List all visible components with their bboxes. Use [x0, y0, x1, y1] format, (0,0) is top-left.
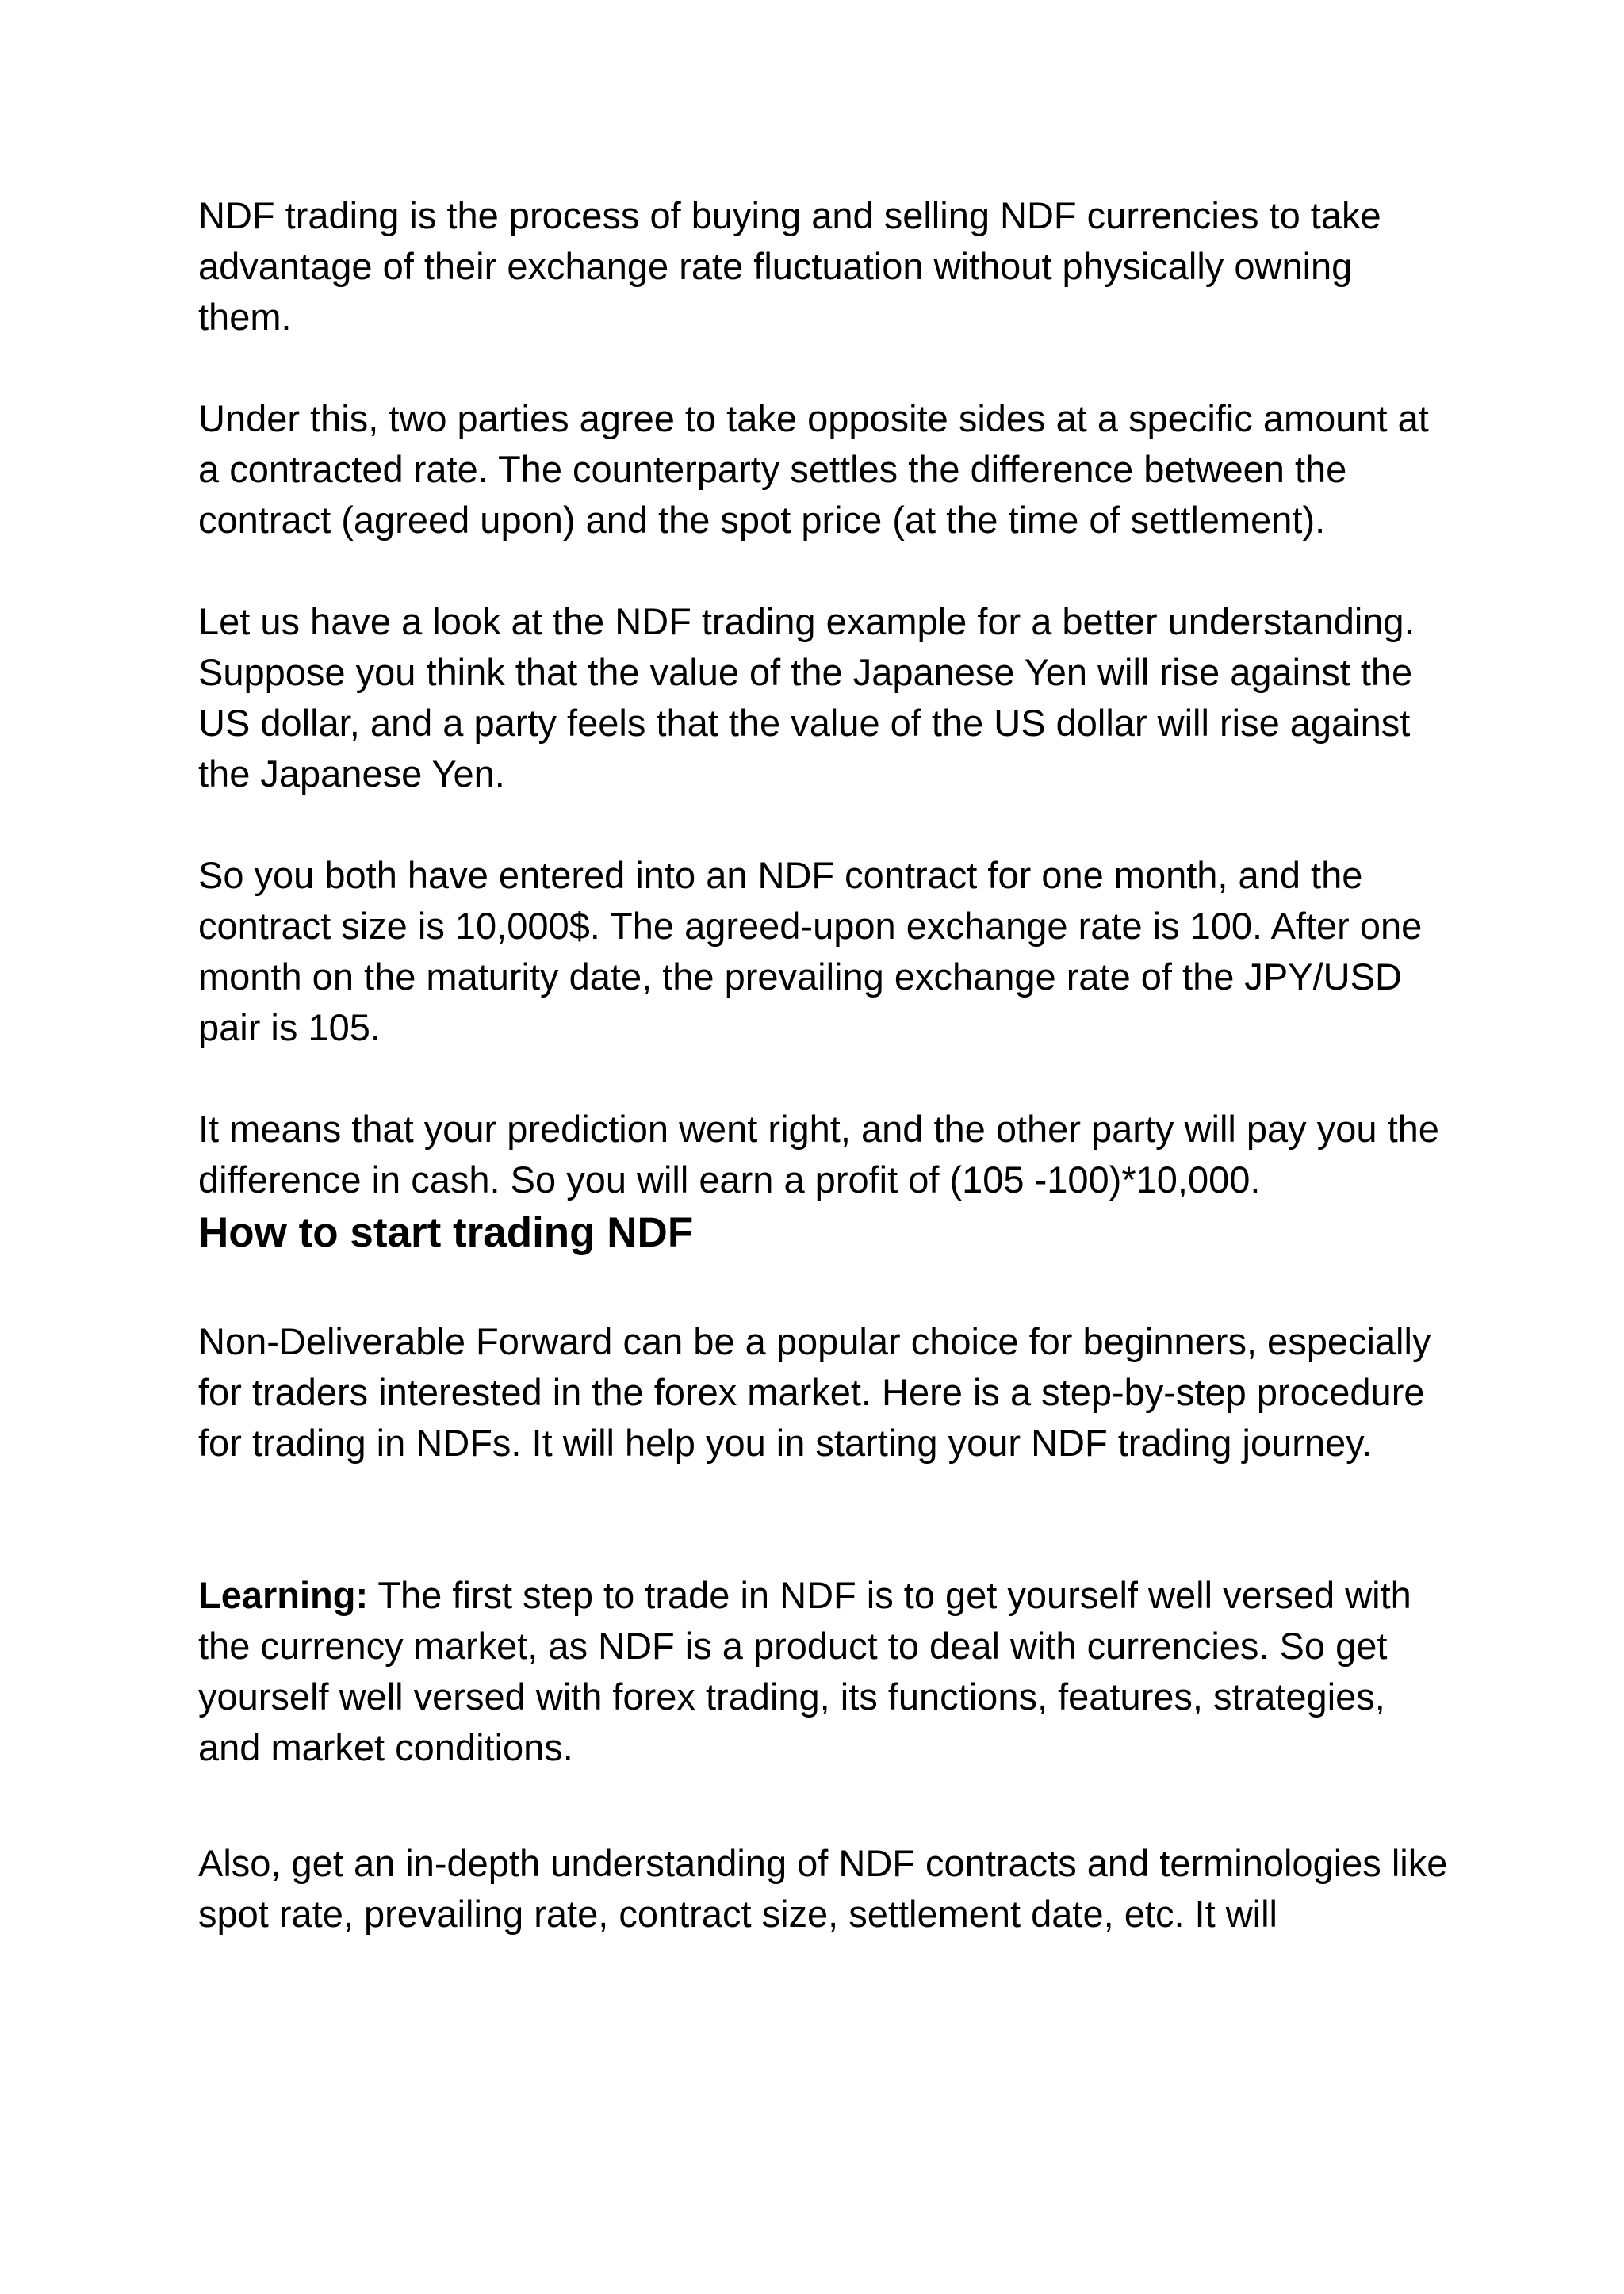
paragraph-contract-example: So you both have entered into an NDF contract for one month, and the contract size is 10,000$. The agreed-upon exchange rate is 100. After one month on the maturity date, the prevailing exchange rate of the JPY/USD pair is 105. — [198, 854, 1423, 1048]
paragraph-ndf-definition: NDF trading is the process of buying and selling NDF currencies to take advantage of their exchange rate fluctuation without physically owning them. — [198, 194, 1381, 338]
paragraph-profit: It means that your prediction went right, and the other party will pay you the difference in cash. So you will earn a profit of (105 -100)*10,000. — [198, 1108, 1439, 1201]
document-body — [198, 190, 1451, 1940]
paragraph-learning — [198, 1570, 1451, 1773]
paragraph-also: Also, get an in-depth understanding of NDF contracts and terminologies like spot rate, prevailing rate, contract size, settlement date, etc. It will — [198, 1842, 1448, 1935]
learning-label: Learning: — [198, 1574, 369, 1616]
learning-text: The first step to trade in NDF is to get yourself well versed with the currency market, as NDF is a product to deal with currencies. So get yourself well versed with forex trading, its functions, features, strategies, and market conditions. — [198, 1574, 1411, 1768]
paragraph-start-intro: Non-Deliverable Forward can be a popular choice for beginners, especially for traders interested in the forex market. Here is a step-by-step procedure for trading in NDFs. It will help you in starting your NDF trading journey. — [198, 1320, 1431, 1464]
section-heading: How to start trading NDF — [198, 1209, 694, 1256]
paragraph-two-parties: Under this, two parties agree to take opposite sides at a specific amount at a contracted rate. The counterparty settles the difference between the contract (agreed upon) and the spot price (at the time of settlement). — [198, 397, 1429, 541]
paragraph-example-intro: Let us have a look at the NDF trading example for a better understanding. Suppose you think that the value of the Japanese Yen will rise against the US dollar, and a party feels that the value of the US dollar will rise against the Japanese Yen. — [198, 600, 1415, 795]
